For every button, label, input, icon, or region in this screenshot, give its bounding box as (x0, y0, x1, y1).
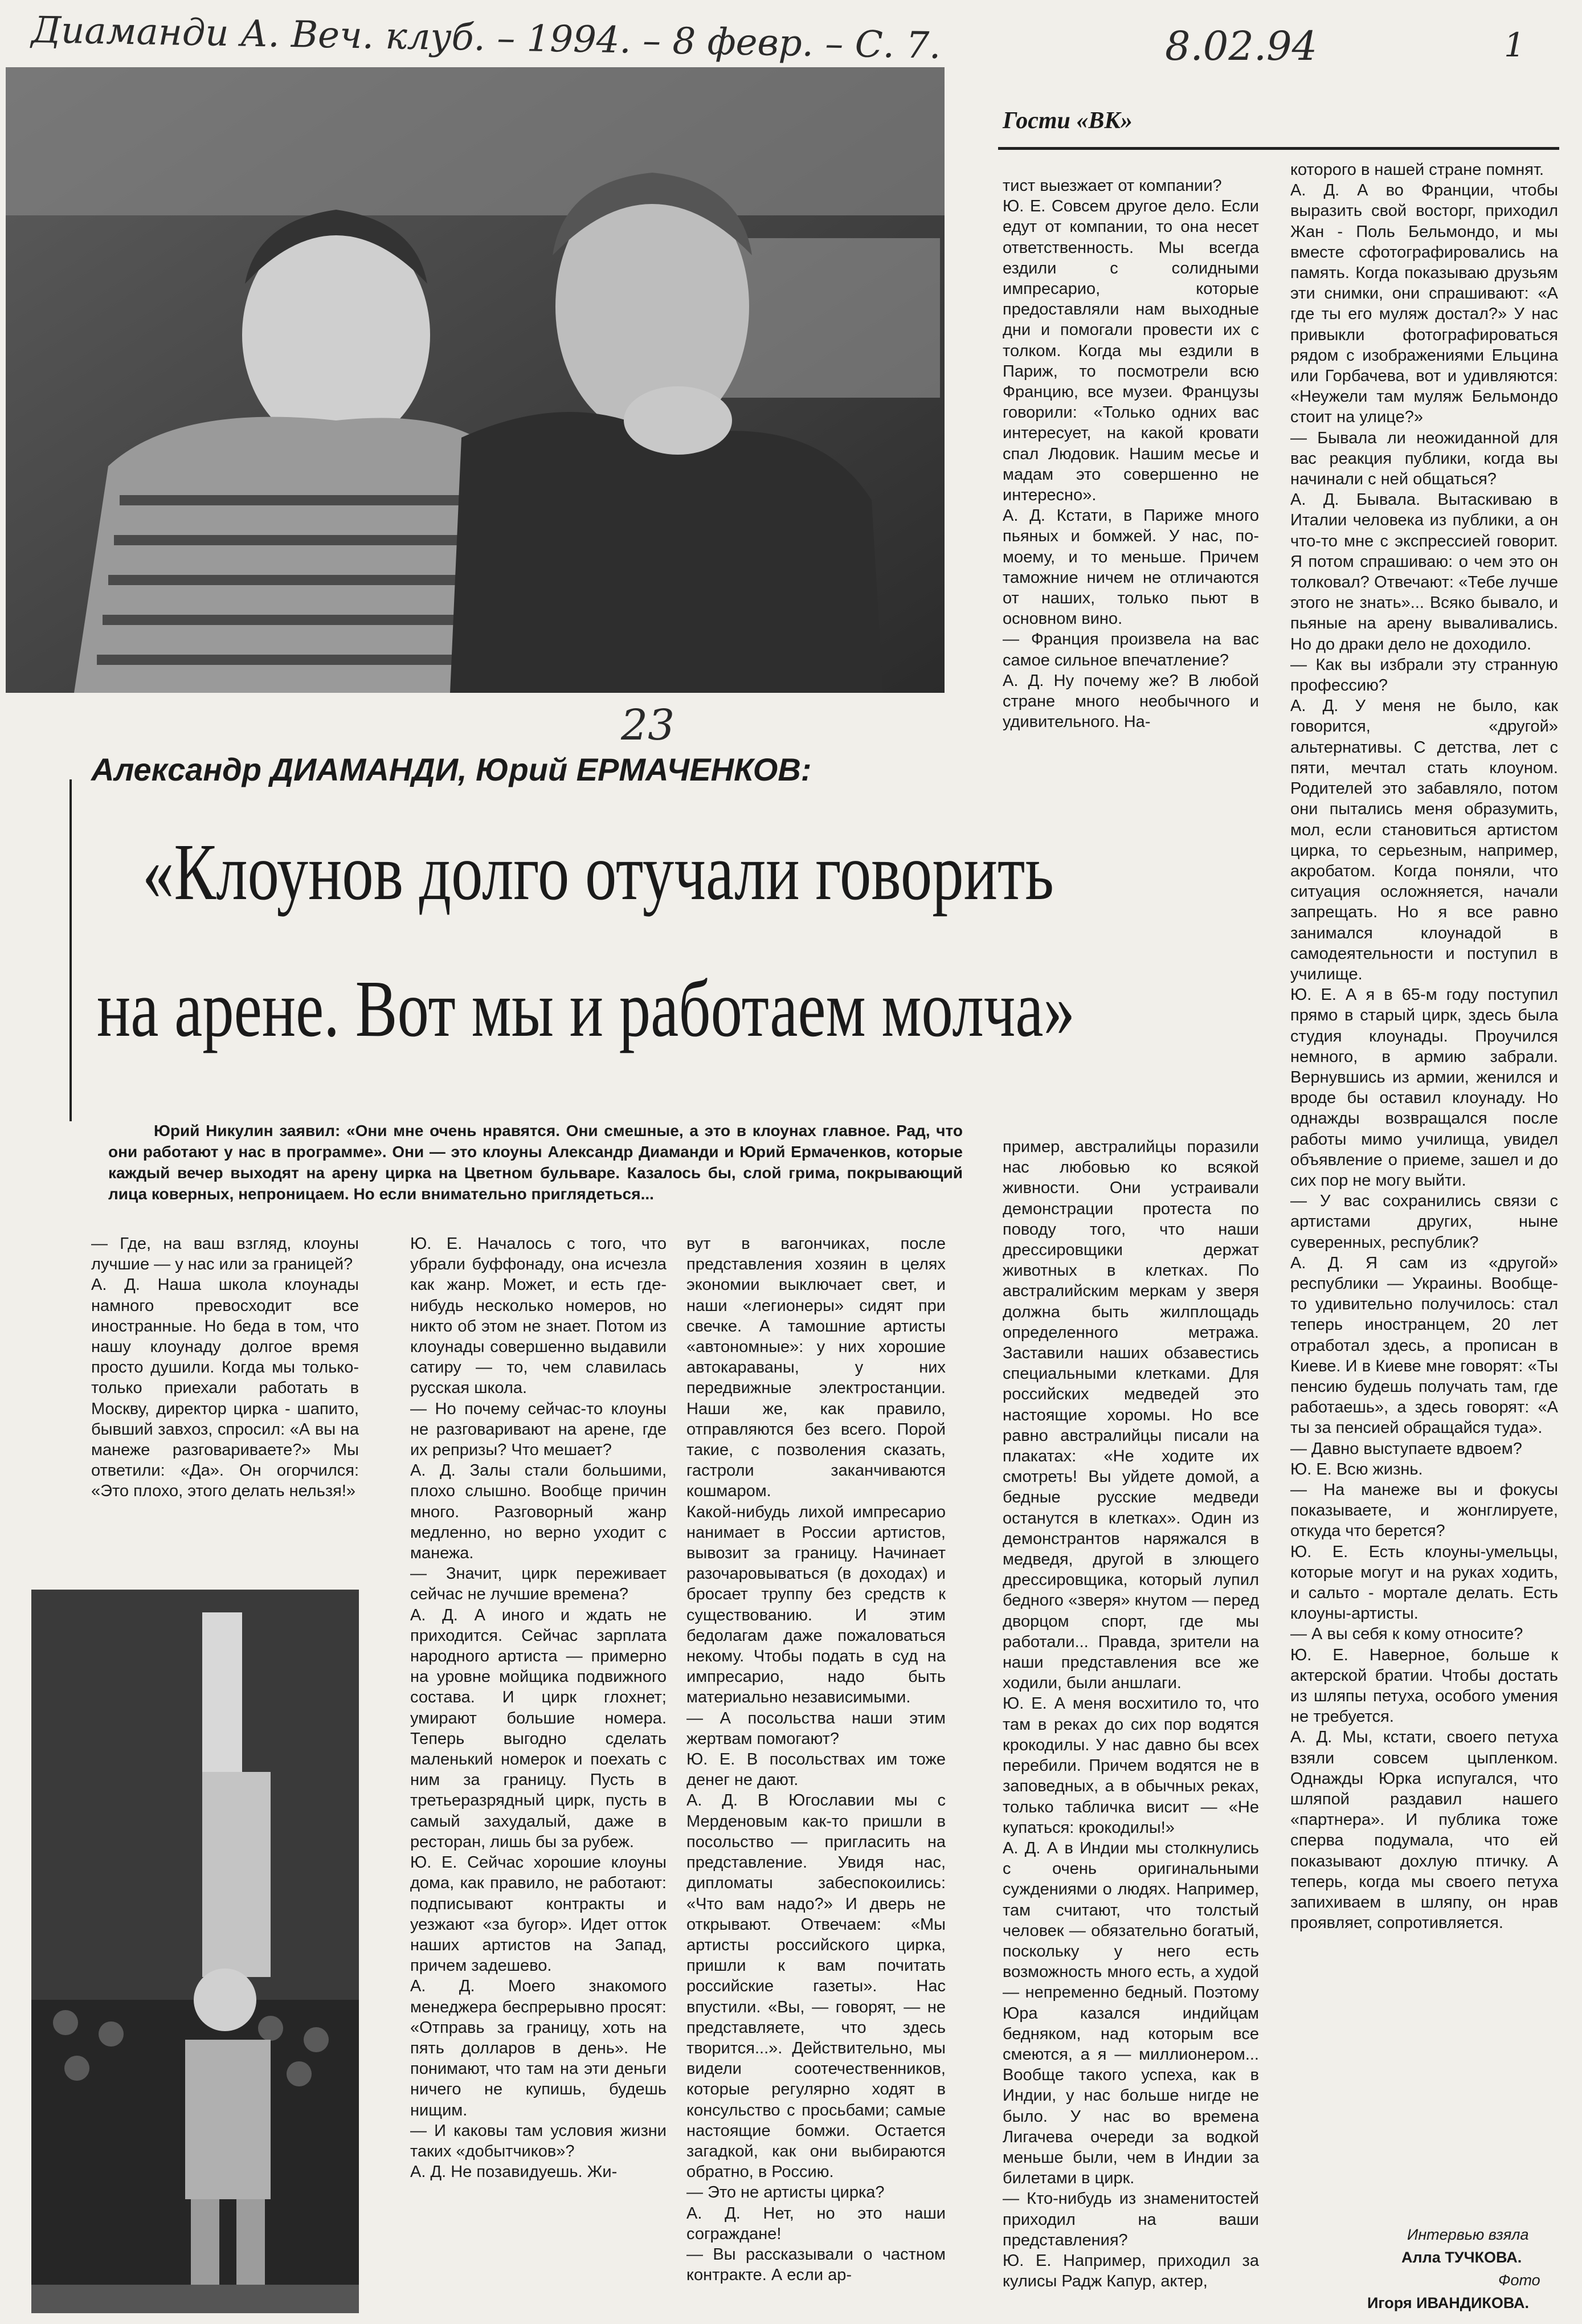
rubric-label: Гости «ВК» (1003, 108, 1133, 134)
handwritten-catalog-number: 23 (621, 701, 675, 750)
portrait-photo (6, 67, 945, 693)
article-column-4-bottom: пример, австралийцы поразили нас любовью ко всякой живности. Они устраивали демонстрации протеста по поводу того, что наши дрессировщики держат животных в клетках. По австралийским меркам у зверя должна быть жилплощадь определенного метража. Заставили наших обзавестись специальными клетками. Для российских медведей это настоящие хоромы. Но все равно австралийцы писали на плакатах: «Не ходите их смотреть! Вы уйдете домой, а бедные русские медведи останутся в клетках». Один из демонстрантов наряжался в медведя, другой в злющего дрессировщика, который лупил бедного «зверя» кнутом — перед дворцом спорт, где мы работали... Правда, зрители на наши представления все же ходили, были аншлаги. Ю. Е. А меня восхитило то, что там в реках до сих пор водятся крокодилы. У нас давно бы всех перебили. Причем водятся не в заповедных, а в обычных реках, только табличка висит — «Не купаться: крокодилы!» А. Д. А в Индии мы столкнулись с очень оригинальными суждениями о людях. Например, там считают, что толстый человек — обязательно богатый, поскольку у него есть возможность много есть, а худой — непременно бедный. Поэтому Юра казался индийцам бедняком, над которым все смеются, а я — миллионером... Вообще такого успеха, как в Индии, у нас больше нигде не было. У нас во времена Лигачева очереди за водкой меньше были, чем в Индии за билетами в цирк. — Кто-нибудь из знаменитостей приходил на ваши представления? Ю. Е. Например, приходил за кулисы Радж Капур, актер, (1003, 1138, 1259, 2291)
photographer-name: Игоря ИВАНДИКОВА. (1367, 2294, 1530, 2311)
interviewer-name: Алла ТУЧКОВА. (1401, 2249, 1522, 2266)
article-column-2: Ю. Е. Началось с того, что убрали буффонаду, она исчезла как жанр. Может, и есть где-нибудь несколько номеров, но никто об этом не знает. Потом из клоунады совершенно выдавили сатиру — то, чем славилась русская школа. — Но почему сейчас-то клоуны не разговаривают на арене, где их репризы? Что мешает? А. Д. Залы стали большими, плохо слышно. Вообще причин много. Разговорный жанр медленно, но верно уходит с манежа. — Значит, цирк переживает сейчас не лучшие времена? А. Д. А иного и ждать не приходится. Сейчас зарплата народного артиста — примерно на уровне мойщика подвижного состава. И цирк глохнет; умирают большие номера. Теперь выгодно сделать маленький номерок и поехать с ним за границу. Пусть в третьеразрядный цирк, пусть в самый захудалый, даже в ресторан, лишь бы за рубеж. Ю. Е. Сейчас хорошие клоуны дома, как правило, не работают: подписывают контракты и уезжают «за бугор». Идет отток наших артистов на Запад, причем задешево. А. Д. Моего знакомого менеджера беспрерывно просят: «Отправь за границу, хоть на пять долларов в день». Не понимают, что там на эти деньги ничего не купишь, будешь нищим. — И каковы там условия жизни таких «добытчиков»? А. Д. Не позавидуешь. Жи- (410, 1235, 667, 2182)
portrait-photo-image (6, 67, 945, 693)
byline: Александр ДИАМАНДИ, Юрий ЕРМАЧЕНКОВ: (91, 751, 812, 787)
handwritten-date: 8.02.94 (1165, 23, 1318, 70)
lead-paragraph: Юрий Никулин заявил: «Они мне очень нравятся. Они смешные, а это в клоунах главное. Рад, что они работают у нас в программе». Они — это клоуны Александр Диаманди и Юрий Ермаченков, которые каждый вечер выходят на арену цирка на Цветном бульваре. Казалось бы, слой грима, покрывающий лица коверных, непроницаем. Но если внимательно приглядеться... (108, 1122, 963, 1203)
headline-line-1: «Клоунов долго отучали говорить (142, 827, 1054, 917)
article-column-4-top: тист выезжает от компании? Ю. Е. Совсем другое дело. Если едут от компании, то она несет ответственность. Мы всегда ездили с солидными импресарио, которые предоставляли нам выходные дни и помогали провести их с толком. Когда мы ездили в Париж, то посмотрели всю Францию, все музеи. Французы говорили: «Только одних вас интересует, на какой кровати спал Людовик. Нашим месье и мадам это совершенно не интересно». А. Д. Кстати, в Париже много пьяных и бомжей. У нас, по-моему, и то меньше. Причем таможние ничем не отличаются от наших, только пьют в основном вино. — Франция произвела на вас самое сильное впечатление? А. Д. Ну почему же? В любой стране много необычного и удивительного. На- (1003, 177, 1259, 732)
article-column-3: вут в вагончиках, после представления хозяин в целях экономии выключает свет, и наши «легионеры» сидят при свечке. А тамошние артисты «автономные»: у них хорошие автокараваны, у них передвижные электростанции. Наши же, как правило, отправляются без всего. Порой такие, с позволения сказать, гастроли заканчиваются кошмаром. Какой-нибудь лихой импресарио нанимает в России артистов, вывозит за границу. Начинает разочаровываться (в доходах) и бросает труппу без средств к существованию. И этим бедолагам даже пожаловаться некому. Чтобы подать в суд на импресарио, надо быть материально независимыми. — А посольства наши этим жертвам помогают? Ю. Е. В посольствах им тоже денег не дают. А. Д. В Югославии мы с Мерденовым как-то пришли в посольство — пригласить на представление. Увидя нас, дипломаты забеспокоились: «Что вам надо?» И дверь не открывают. Отвечаем: «Мы артисты российского цирка, пришли к вам почитать российские газеты». Нас впустили. «Вы, — говорят, — не представляете, что здесь творится...». Действительно, мы видели соотечественников, которые регулярно ходят в консульство с просьбами; самые настоящие бомжи. Остается загадкой, как они выбираются обратно, в Россию. — Это не артисты цирка? А. Д. Нет, но это наши сограждане! — Вы рассказывали о частном контракте. А если ар- (686, 1235, 946, 2285)
interview-credit-label: Интервью взяла (1407, 2226, 1529, 2243)
acrobat-photo-image (31, 1590, 359, 2313)
handwritten-header: Диаманди А. Веч. клуб. – 1994. – 8 февр. – С. 7. (31, 9, 942, 67)
photo-credit-label: Фото (1498, 2272, 1540, 2289)
article-column-1: — Где, на ваш взгляд, клоуны лучшие — у нас или за границей? А. Д. Наша школа клоунады намного превосходит все иностранные. Но беда в том, что нашу клоунаду долгое время просто душили. Когда мы только-только приехали работать в Москву, директор цирка - шапито, бывший завхоз, спросил: «А вы на манеже разговариваете?» Мы ответили: «Да». Он огорчился: «Это плохо, этого делать нельзя!» (91, 1235, 359, 1501)
rubric-rule (998, 147, 1559, 150)
acrobat-photo (31, 1590, 359, 2313)
article-column-5: которого в нашей стране помнят. А. Д. А во Франции, чтобы выразить свой восторг, приходил Жан - Поль Бельмондо, и мы вместе сфотографировались на память. Когда показываю друзьям эти снимки, они спрашивают: «А где ты его муляж достал?» У нас привыкли фотографироваться рядом с изображениями Ельцина или Горбачева, вот и удивляются: «Неужели там муляж Бельмондо стоит на улице?» — Бывала ли неожиданной для вас реакция публики, когда вы начинали с ней общаться? А. Д. Бывала. Вытаскиваю в Италии человека из публики, а он что-то мне с экспрессией говорит. Я потом спрашиваю: о чем это он толковал? Отвечают: «Тебе лучше этого не знать»... Всяко бывало, и пьяные на арену вываливались. Но до драки дело не доходило. — Как вы избрали эту странную профессию? А. Д. У меня не было, как говорится, «другой» альтернативы. С детства, лет с пяти, мечтал стать клоуном. Родителей это забавляло, потом они пытались меня образумить, мол, если становиться артистом цирка, то серьезным, например, акробатом. Когда поняли, что ситуация осложняется, начали запрещать. Но я все равно занимался клоунадой в самодеятельности и поступил в училище. Ю. Е. А я в 65-м году поступил прямо в старый цирк, здесь была студия клоунады. Проучился немного, в армию забрали. Вернувшись из армии, женился и вроде бы оставил клоунаду. Но однажды возвращался после работы мимо училища, увидел объявление о приеме, зашел и до сих пор не могу выйти. — У вас сохранились связи с артистами других, ныне суверенных, республик? А. Д. Я сам из «другой» республики — Украины. Вообще-то удивительно получилось: стал теперь иностранцем, 20 лет отработал здесь, а прописан в Киеве. И в Киеве мне говорят: «Ты пенсию будешь получать там, где работаешь», а здесь говорят: «А ты за пенсией обращайся туда». — Давно выступаете вдвоем? Ю. Е. Всю жизнь. — На манеже вы и фокусы показываете, и жонглируете, откуда что берется? Ю. Е. Есть клоуны-умельцы, которые могут и на руках ходить, и сальто - мортале делать. Есть клоуны-артисты. — А вы себя к кому относите? Ю. Е. Наверное, больше к актерской братии. Чтобы достать из шляпы петуха, особого умения не требуется. А. Д. Мы, кстати, своего петуха взяли совсем цыпленком. Однажды Юрка испугался, что шляпой раздавил нашего «партнера». И публика тоже сперва подумала, что ей показывают дохлую птичку. А теперь, когда мы своего петуха запихиваем в шляпу, он нрав проявляет, сопротивляется. (1290, 161, 1558, 1933)
headline-line-2: на арене. Вот мы и работаем молча» (97, 963, 1075, 1053)
headline-left-rule (70, 779, 72, 1121)
handwritten-page-number: 1 (1504, 26, 1525, 64)
